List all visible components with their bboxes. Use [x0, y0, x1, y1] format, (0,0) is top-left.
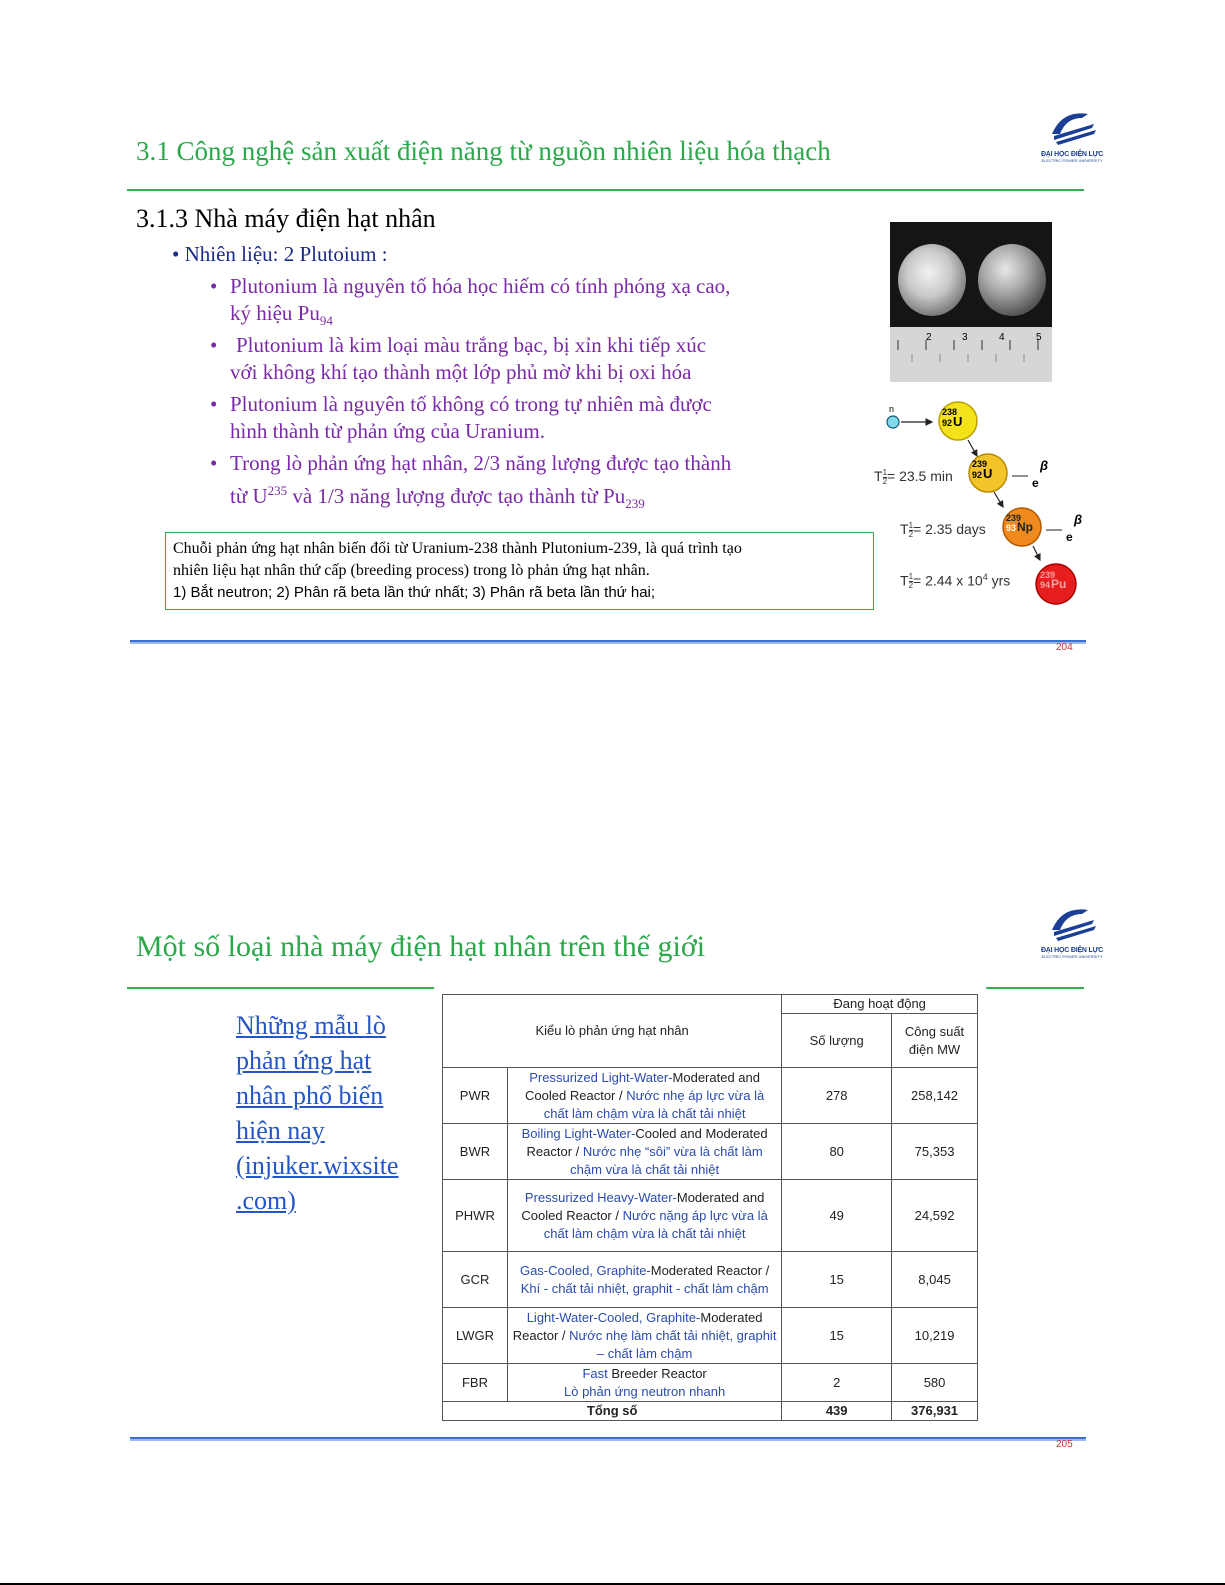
reactor-description: Light-Water-Cooled, Graphite-Moderated Reactor / Nước nhẹ làm chất tải nhiệt, graphit – chất làm chậm [507, 1308, 781, 1364]
reactor-code: LWGR [443, 1308, 508, 1364]
logo-subtext: ELECTRIC POWER UNIVERSITY [1041, 954, 1103, 959]
logo-icon [1038, 106, 1106, 146]
header-count: Số lượng [782, 1014, 892, 1068]
reactor-power: 580 [892, 1364, 978, 1402]
reactor-count: 2 [782, 1364, 892, 1402]
note-line-3: 1) Bắt neutron; 2) Phân rã beta lần thứ nhất; 3) Phân rã beta lần thứ hai; [173, 584, 656, 601]
point-2-line-1: Plutonium là kim loại màu trắng bạc, bị xỉn khi tiếp xúc [236, 333, 707, 357]
bullet-dot: • [210, 392, 218, 416]
title-divider [127, 189, 1084, 191]
point-1-line-2: ký hiệu $Pu_{94}$ [230, 301, 333, 329]
reactor-code: PWR [443, 1068, 508, 1124]
header-active: Đang hoạt động [782, 995, 978, 1014]
reactor-code: PHWR [443, 1180, 508, 1252]
breeding-note-box [165, 532, 874, 610]
reactor-description: Boiling Light-Water-Cooled and Moderated Reactor / Nước nhẹ “sôi” vừa là chất làm chậm vừa là chất tải nhiệt [507, 1124, 781, 1180]
point-1-line-1: Plutonium là nguyên tố hóa học hiếm có tính phóng xạ cao, [230, 274, 731, 298]
reactor-models-link[interactable]: Những mẫu lò phản ứng hạt nhân phổ biến hiện nay (injuker.wixsite .com) [236, 1011, 399, 1215]
point-3 [210, 391, 830, 445]
table-row [443, 1364, 978, 1402]
electron-symbol: e [1032, 476, 1039, 490]
ruler-number: 4 [999, 332, 1005, 343]
point-4-line-2: từ $U^{235}$ và 1/3 năng lượng được tạo thành từ $Pu_{239}$ [230, 483, 645, 512]
header-power: Công suất điện MW [892, 1014, 978, 1068]
ruler-number: 3 [962, 332, 968, 343]
reactor-power: 8,045 [892, 1252, 978, 1308]
plutonium-photo [890, 222, 1052, 382]
footer-divider [130, 640, 1086, 642]
logo-text: ĐẠI HỌC ĐIỆN LỰC [1040, 151, 1104, 158]
table-row [443, 1252, 978, 1308]
point-3-line-2: hình thành từ phản ứng của Uranium. [230, 419, 545, 443]
header-reactor-type: Kiểu lò phản ứng hạt nhân [443, 995, 782, 1068]
reactor-count: 80 [782, 1124, 892, 1180]
note-line-2: nhiên liệu hạt nhân thứ cấp (breeding process) trong lò phản ứng hạt nhân. [173, 562, 650, 579]
half-life-3: T $\frac{1}{2}$ = 2.44 x $10^4$ yrs [900, 572, 1011, 591]
plutonium-discs-image [890, 222, 1052, 382]
table-row [443, 1068, 978, 1124]
table-row [443, 1180, 978, 1252]
slide-title: Một số loại nhà máy điện hạt nhân trên thế giới [136, 930, 706, 963]
footer-divider [130, 1437, 1086, 1439]
title-divider [127, 987, 1084, 989]
page-number: 205 [1056, 1439, 1073, 1450]
total-row [443, 1402, 978, 1421]
half-life-2: T $\frac{1}{2}$ = 2.35 days [900, 520, 986, 539]
electron-symbol: e [1066, 530, 1073, 544]
point-3-line-1: Plutonium là nguyên tố không có trong tự nhiên mà được [230, 392, 712, 416]
ruler-number: 5 [1036, 332, 1042, 343]
reactor-count: 15 [782, 1308, 892, 1364]
point-4-line-1: Trong lò phản ứng hạt nhân, 2/3 năng lượng được tạo thành [230, 451, 732, 475]
note-line-1: Chuỗi phản ứng hạt nhân biến đổi từ Uranium-238 thành Plutonium-239, là quá trình tạo [173, 540, 742, 557]
total-label: Tổng số [443, 1402, 782, 1421]
logo-subtext: ELECTRIC POWER UNIVERSITY [1041, 158, 1103, 163]
u239-label: 239 92U [972, 459, 993, 481]
reactor-types-table [442, 994, 978, 1421]
neutron-circle [887, 416, 899, 428]
fuel-bullet-text: Nhiên liệu: 2 Plutoium : [184, 242, 388, 266]
table-row [443, 1124, 978, 1180]
bullet-dot: • [172, 242, 185, 266]
fuel-bullet [172, 242, 388, 267]
reactor-count: 15 [782, 1252, 892, 1308]
total-power: 376,931 [892, 1402, 978, 1421]
slide-title: 3.1 Công nghệ sản xuất điện năng từ nguồn nhiên liệu hóa thạch [136, 136, 831, 166]
reactor-count: 49 [782, 1180, 892, 1252]
university-logo [1038, 902, 1106, 959]
page-number: 204 [1056, 642, 1073, 653]
reactor-table-wrapper [437, 990, 983, 1424]
beta-symbol: β [1074, 512, 1083, 527]
reactor-power: 24,592 [892, 1180, 978, 1252]
u238-label: 238 92U [942, 407, 963, 429]
reactor-description: Pressurized Light-Water-Moderated and Cooled Reactor / Nước nhẹ áp lực vừa là chất làm chậm vừa là chất tải nhiệt [507, 1068, 781, 1124]
university-logo [1038, 106, 1106, 163]
neutron-label: n [889, 404, 895, 414]
reactor-code: GCR [443, 1252, 508, 1308]
total-count: 439 [782, 1402, 892, 1421]
table-row [443, 1308, 978, 1364]
pu239-label: 239 94Pu [1040, 570, 1067, 591]
reactor-power: 10,219 [892, 1308, 978, 1364]
section-heading: 3.1.3 Nhà máy điện hạt nhân [136, 204, 436, 233]
reactor-description: Fast Breeder Reactor Lò phản ứng neutron nhanh [507, 1364, 781, 1402]
point-1 [210, 273, 830, 334]
reactor-power: 75,353 [892, 1124, 978, 1180]
beta-symbol: β [1040, 458, 1049, 473]
reactor-code: FBR [443, 1364, 508, 1402]
point-2-line-2: với không khí tạo thành một lớp phủ mờ khi bị oxi hóa [230, 360, 692, 384]
reactor-code: BWR [443, 1124, 508, 1180]
reactor-count: 278 [782, 1068, 892, 1124]
point-2 [210, 332, 830, 386]
decay-chain-diagram [870, 400, 1090, 610]
reactor-description: Gas-Cooled, Graphite-Moderated Reactor / Khí - chất tải nhiệt, graphit - chất làm chậm [507, 1252, 781, 1308]
np239-label: 239 93Np [1006, 513, 1034, 534]
ruler-number: 2 [926, 332, 932, 343]
half-life-1: T $\frac{1}{2}$ = 23.5 min [874, 467, 953, 486]
logo-icon [1038, 902, 1106, 942]
reactor-power: 258,142 [892, 1068, 978, 1124]
reactor-description: Pressurized Heavy-Water-Moderated and Cooled Reactor / Nước nặng áp lực vừa là chất làm chậm vừa là chất tải nhiệt [507, 1180, 781, 1252]
logo-text: ĐẠI HỌC ĐIỆN LỰC [1040, 947, 1104, 954]
bullet-dot: • [210, 333, 218, 357]
bullet-dot: • [210, 451, 218, 475]
bullet-dot: • [210, 274, 218, 298]
point-4 [210, 450, 840, 517]
